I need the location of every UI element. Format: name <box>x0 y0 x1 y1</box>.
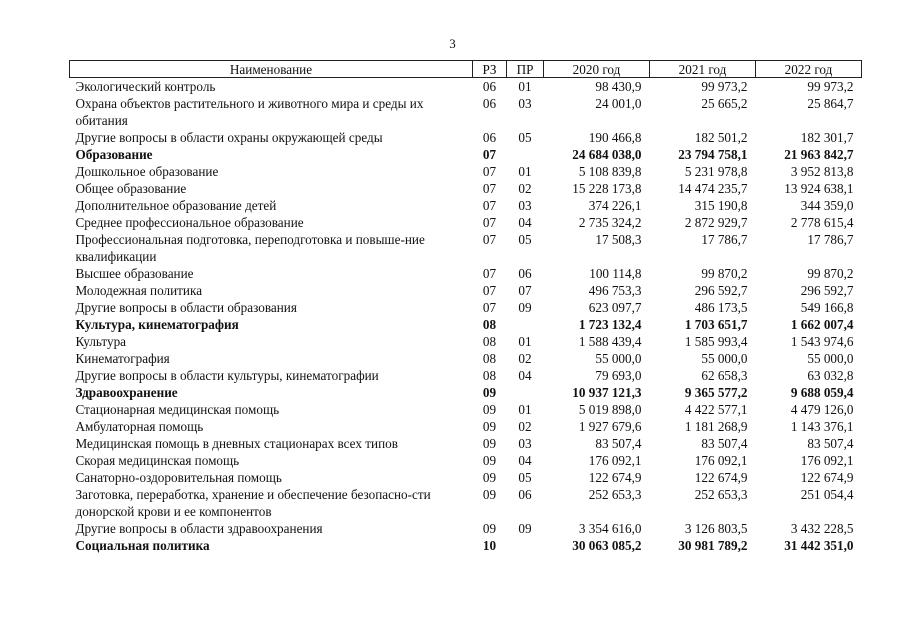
row-rz: 06 <box>482 79 497 94</box>
row-pr: 06 <box>518 266 532 281</box>
row-value-2021: 176 092,1 <box>694 453 748 468</box>
row-name: Среднее профессиональное образование <box>75 215 304 230</box>
row-name: Профессиональная подготовка, переподготовка и повыше-ние квалификации <box>75 232 425 264</box>
row-name: Медицинская помощь в дневных стационарах всех типов <box>75 436 398 451</box>
row-rz: 08 <box>482 317 497 332</box>
row-rz: 10 <box>482 538 497 553</box>
table-row <box>70 95 862 129</box>
row-rz: 06 <box>482 130 497 145</box>
row-rz: 09 <box>482 521 497 536</box>
table-row <box>70 163 862 180</box>
page-number: 3 <box>449 36 456 51</box>
section-row <box>70 537 862 554</box>
row-value-2022: 31 442 351,0 <box>784 538 854 553</box>
section-row <box>70 316 862 333</box>
row-value-2022: 549 166,8 <box>800 300 854 315</box>
row-value-2020: 623 097,7 <box>588 300 642 315</box>
row-value-2022: 176 092,1 <box>800 453 854 468</box>
row-pr: 03 <box>518 436 532 451</box>
row-value-2020: 79 693,0 <box>595 368 642 383</box>
row-name: Заготовка, переработка, хранение и обеспечение безопасно-сти донорской крови и ее компонентов <box>75 487 431 519</box>
table-row <box>70 180 862 197</box>
header-name: Наименование <box>70 61 473 78</box>
table-row <box>70 452 862 469</box>
row-value-2021: 99 973,2 <box>701 79 748 94</box>
row-value-2020: 190 466,8 <box>588 130 642 145</box>
row-value-2022: 63 032,8 <box>807 368 854 383</box>
row-pr: 03 <box>518 198 532 213</box>
row-name: Культура, кинематография <box>75 317 239 332</box>
row-value-2022: 182 301,7 <box>800 130 854 145</box>
row-name: Скорая медицинская помощь <box>75 453 240 468</box>
row-value-2020: 10 937 121,3 <box>572 385 642 400</box>
row-value-2021: 182 501,2 <box>694 130 748 145</box>
row-rz: 07 <box>482 147 497 162</box>
row-rz: 08 <box>482 351 497 366</box>
row-name: Санаторно-оздоровительная помощь <box>75 470 282 485</box>
row-value-2020: 15 228 173,8 <box>572 181 642 196</box>
row-pr <box>507 537 544 554</box>
row-value-2021: 252 653,3 <box>694 487 748 502</box>
row-rz: 07 <box>482 198 497 213</box>
row-pr: 01 <box>518 164 532 179</box>
row-name: Дополнительное образование детей <box>75 198 277 213</box>
table-row <box>70 231 862 265</box>
row-value-2021: 5 231 978,8 <box>684 164 748 179</box>
row-name: Образование <box>75 147 153 162</box>
row-pr: 06 <box>518 487 532 502</box>
row-value-2021: 23 794 758,1 <box>678 147 748 162</box>
table-row <box>70 129 862 146</box>
row-value-2021: 30 981 789,2 <box>678 538 748 553</box>
row-name: Охрана объектов растительного и животного мира и среды их обитания <box>75 96 424 128</box>
row-value-2020: 1 927 679,6 <box>578 419 642 434</box>
header-2020: 2020 год <box>544 61 650 78</box>
row-name: Молодежная политика <box>75 283 203 298</box>
row-value-2022: 122 674,9 <box>800 470 854 485</box>
row-pr: 02 <box>518 351 532 366</box>
row-rz: 07 <box>482 266 497 281</box>
row-rz: 07 <box>482 181 497 196</box>
row-pr: 04 <box>518 368 532 383</box>
table-row <box>70 401 862 418</box>
row-pr: 05 <box>518 130 532 145</box>
row-value-2020: 2 735 324,2 <box>578 215 642 230</box>
table-row <box>70 265 862 282</box>
row-value-2022: 13 924 638,1 <box>784 181 854 196</box>
row-pr: 03 <box>518 96 532 111</box>
table-body <box>70 78 862 555</box>
row-value-2021: 486 173,5 <box>694 300 748 315</box>
row-rz: 09 <box>482 385 497 400</box>
table-row <box>70 520 862 537</box>
row-rz: 07 <box>482 283 497 298</box>
row-rz: 07 <box>482 215 497 230</box>
row-value-2020: 24 684 038,0 <box>572 147 642 162</box>
row-value-2021: 4 422 577,1 <box>684 402 748 417</box>
row-value-2020: 55 000,0 <box>595 351 642 366</box>
row-name: Социальная политика <box>75 538 210 553</box>
row-rz: 08 <box>482 368 497 383</box>
row-value-2022: 25 864,7 <box>807 96 854 111</box>
row-value-2021: 17 786,7 <box>701 232 748 247</box>
table-row <box>70 214 862 231</box>
row-rz: 09 <box>482 419 497 434</box>
row-pr: 07 <box>518 283 532 298</box>
row-value-2021: 122 674,9 <box>694 470 748 485</box>
row-name: Другие вопросы в области здравоохранения <box>75 521 323 536</box>
row-value-2021: 99 870,2 <box>701 266 748 281</box>
header-2021: 2021 год <box>650 61 756 78</box>
row-value-2020: 30 063 085,2 <box>572 538 642 553</box>
header-rz: РЗ <box>473 61 507 78</box>
row-name: Экологический контроль <box>75 79 216 94</box>
row-name: Амбулаторная помощь <box>75 419 204 434</box>
row-value-2022: 99 870,2 <box>807 266 854 281</box>
table-row <box>70 486 862 520</box>
row-pr: 01 <box>518 402 532 417</box>
row-value-2022: 1 543 974,6 <box>790 334 854 349</box>
table-row <box>70 282 862 299</box>
row-rz: 09 <box>482 453 497 468</box>
table-row <box>70 367 862 384</box>
row-name: Общее образование <box>75 181 187 196</box>
budget-table <box>69 60 862 554</box>
row-value-2021: 55 000,0 <box>701 351 748 366</box>
header-pr: ПР <box>507 61 544 78</box>
row-value-2020: 83 507,4 <box>595 436 642 451</box>
row-name: Другие вопросы в области образования <box>75 300 297 315</box>
row-name: Стационарная медицинская помощь <box>75 402 280 417</box>
row-rz: 06 <box>482 96 497 111</box>
row-value-2021: 3 126 803,5 <box>684 521 748 536</box>
row-value-2021: 315 190,8 <box>694 198 748 213</box>
table-row <box>70 350 862 367</box>
row-value-2022: 55 000,0 <box>807 351 854 366</box>
table-row <box>70 333 862 350</box>
section-row <box>70 146 862 163</box>
row-value-2022: 1 143 376,1 <box>790 419 854 434</box>
row-value-2021: 62 658,3 <box>701 368 748 383</box>
row-value-2022: 1 662 007,4 <box>790 317 854 332</box>
row-pr <box>507 316 544 333</box>
row-value-2021: 1 181 268,9 <box>684 419 748 434</box>
row-rz: 07 <box>482 300 497 315</box>
table-row <box>70 418 862 435</box>
row-value-2022: 9 688 059,4 <box>790 385 854 400</box>
row-value-2020: 5 108 839,8 <box>578 164 642 179</box>
row-rz: 09 <box>482 487 497 502</box>
table-row <box>70 435 862 452</box>
row-rz: 09 <box>482 402 497 417</box>
table-row <box>70 469 862 486</box>
row-pr: 09 <box>518 300 532 315</box>
row-value-2022: 344 359,0 <box>800 198 854 213</box>
table-row <box>70 78 862 96</box>
row-value-2021: 296 592,7 <box>694 283 748 298</box>
row-rz: 07 <box>482 232 497 247</box>
row-value-2020: 1 723 132,4 <box>578 317 642 332</box>
row-value-2020: 17 508,3 <box>595 232 642 247</box>
row-value-2020: 252 653,3 <box>588 487 642 502</box>
row-pr: 09 <box>518 521 532 536</box>
row-value-2022: 83 507,4 <box>807 436 854 451</box>
row-value-2022: 4 479 126,0 <box>790 402 854 417</box>
table-row <box>70 197 862 214</box>
row-pr: 02 <box>518 181 532 196</box>
row-value-2022: 17 786,7 <box>807 232 854 247</box>
table-row <box>70 299 862 316</box>
row-value-2020: 24 001,0 <box>595 96 642 111</box>
row-value-2022: 21 963 842,7 <box>784 147 854 162</box>
row-name: Дошкольное образование <box>75 164 219 179</box>
row-value-2022: 251 054,4 <box>800 487 854 502</box>
table-header <box>70 61 862 78</box>
row-value-2021: 9 365 577,2 <box>684 385 748 400</box>
row-value-2020: 3 354 616,0 <box>578 521 642 536</box>
row-value-2020: 496 753,3 <box>588 283 642 298</box>
row-pr: 02 <box>518 419 532 434</box>
row-name: Другие вопросы в области охраны окружающей среды <box>75 130 383 145</box>
row-value-2021: 25 665,2 <box>701 96 748 111</box>
row-value-2021: 1 703 651,7 <box>684 317 748 332</box>
row-name: Кинематография <box>75 351 170 366</box>
row-name: Высшее образование <box>75 266 194 281</box>
row-value-2022: 99 973,2 <box>807 79 854 94</box>
row-value-2021: 14 474 235,7 <box>678 181 748 196</box>
row-pr <box>507 384 544 401</box>
row-value-2021: 1 585 993,4 <box>684 334 748 349</box>
header-row <box>70 61 862 78</box>
row-value-2020: 98 430,9 <box>595 79 642 94</box>
row-pr: 01 <box>518 79 532 94</box>
row-pr <box>507 146 544 163</box>
row-value-2020: 5 019 898,0 <box>578 402 642 417</box>
row-value-2022: 2 778 615,4 <box>790 215 854 230</box>
row-value-2020: 100 114,8 <box>589 266 642 281</box>
row-rz: 09 <box>482 470 497 485</box>
row-value-2022: 296 592,7 <box>800 283 854 298</box>
row-name: Другие вопросы в области культуры, кинематографии <box>75 368 379 383</box>
row-value-2020: 122 674,9 <box>588 470 642 485</box>
row-value-2020: 374 226,1 <box>588 198 642 213</box>
row-value-2020: 1 588 439,4 <box>578 334 642 349</box>
row-rz: 07 <box>482 164 497 179</box>
section-row <box>70 384 862 401</box>
row-value-2022: 3 432 228,5 <box>790 521 854 536</box>
row-pr: 04 <box>518 453 532 468</box>
row-rz: 08 <box>482 334 497 349</box>
row-name: Культура <box>75 334 127 349</box>
row-pr: 01 <box>518 334 532 349</box>
row-pr: 05 <box>518 232 532 247</box>
row-pr: 05 <box>518 470 532 485</box>
row-value-2021: 2 872 929,7 <box>684 215 748 230</box>
row-value-2022: 3 952 813,8 <box>790 164 854 179</box>
row-value-2021: 83 507,4 <box>701 436 748 451</box>
header-2022: 2022 год <box>756 61 862 78</box>
row-rz: 09 <box>482 436 497 451</box>
row-pr: 04 <box>518 215 532 230</box>
row-value-2020: 176 092,1 <box>588 453 642 468</box>
row-name: Здравоохранение <box>75 385 178 400</box>
